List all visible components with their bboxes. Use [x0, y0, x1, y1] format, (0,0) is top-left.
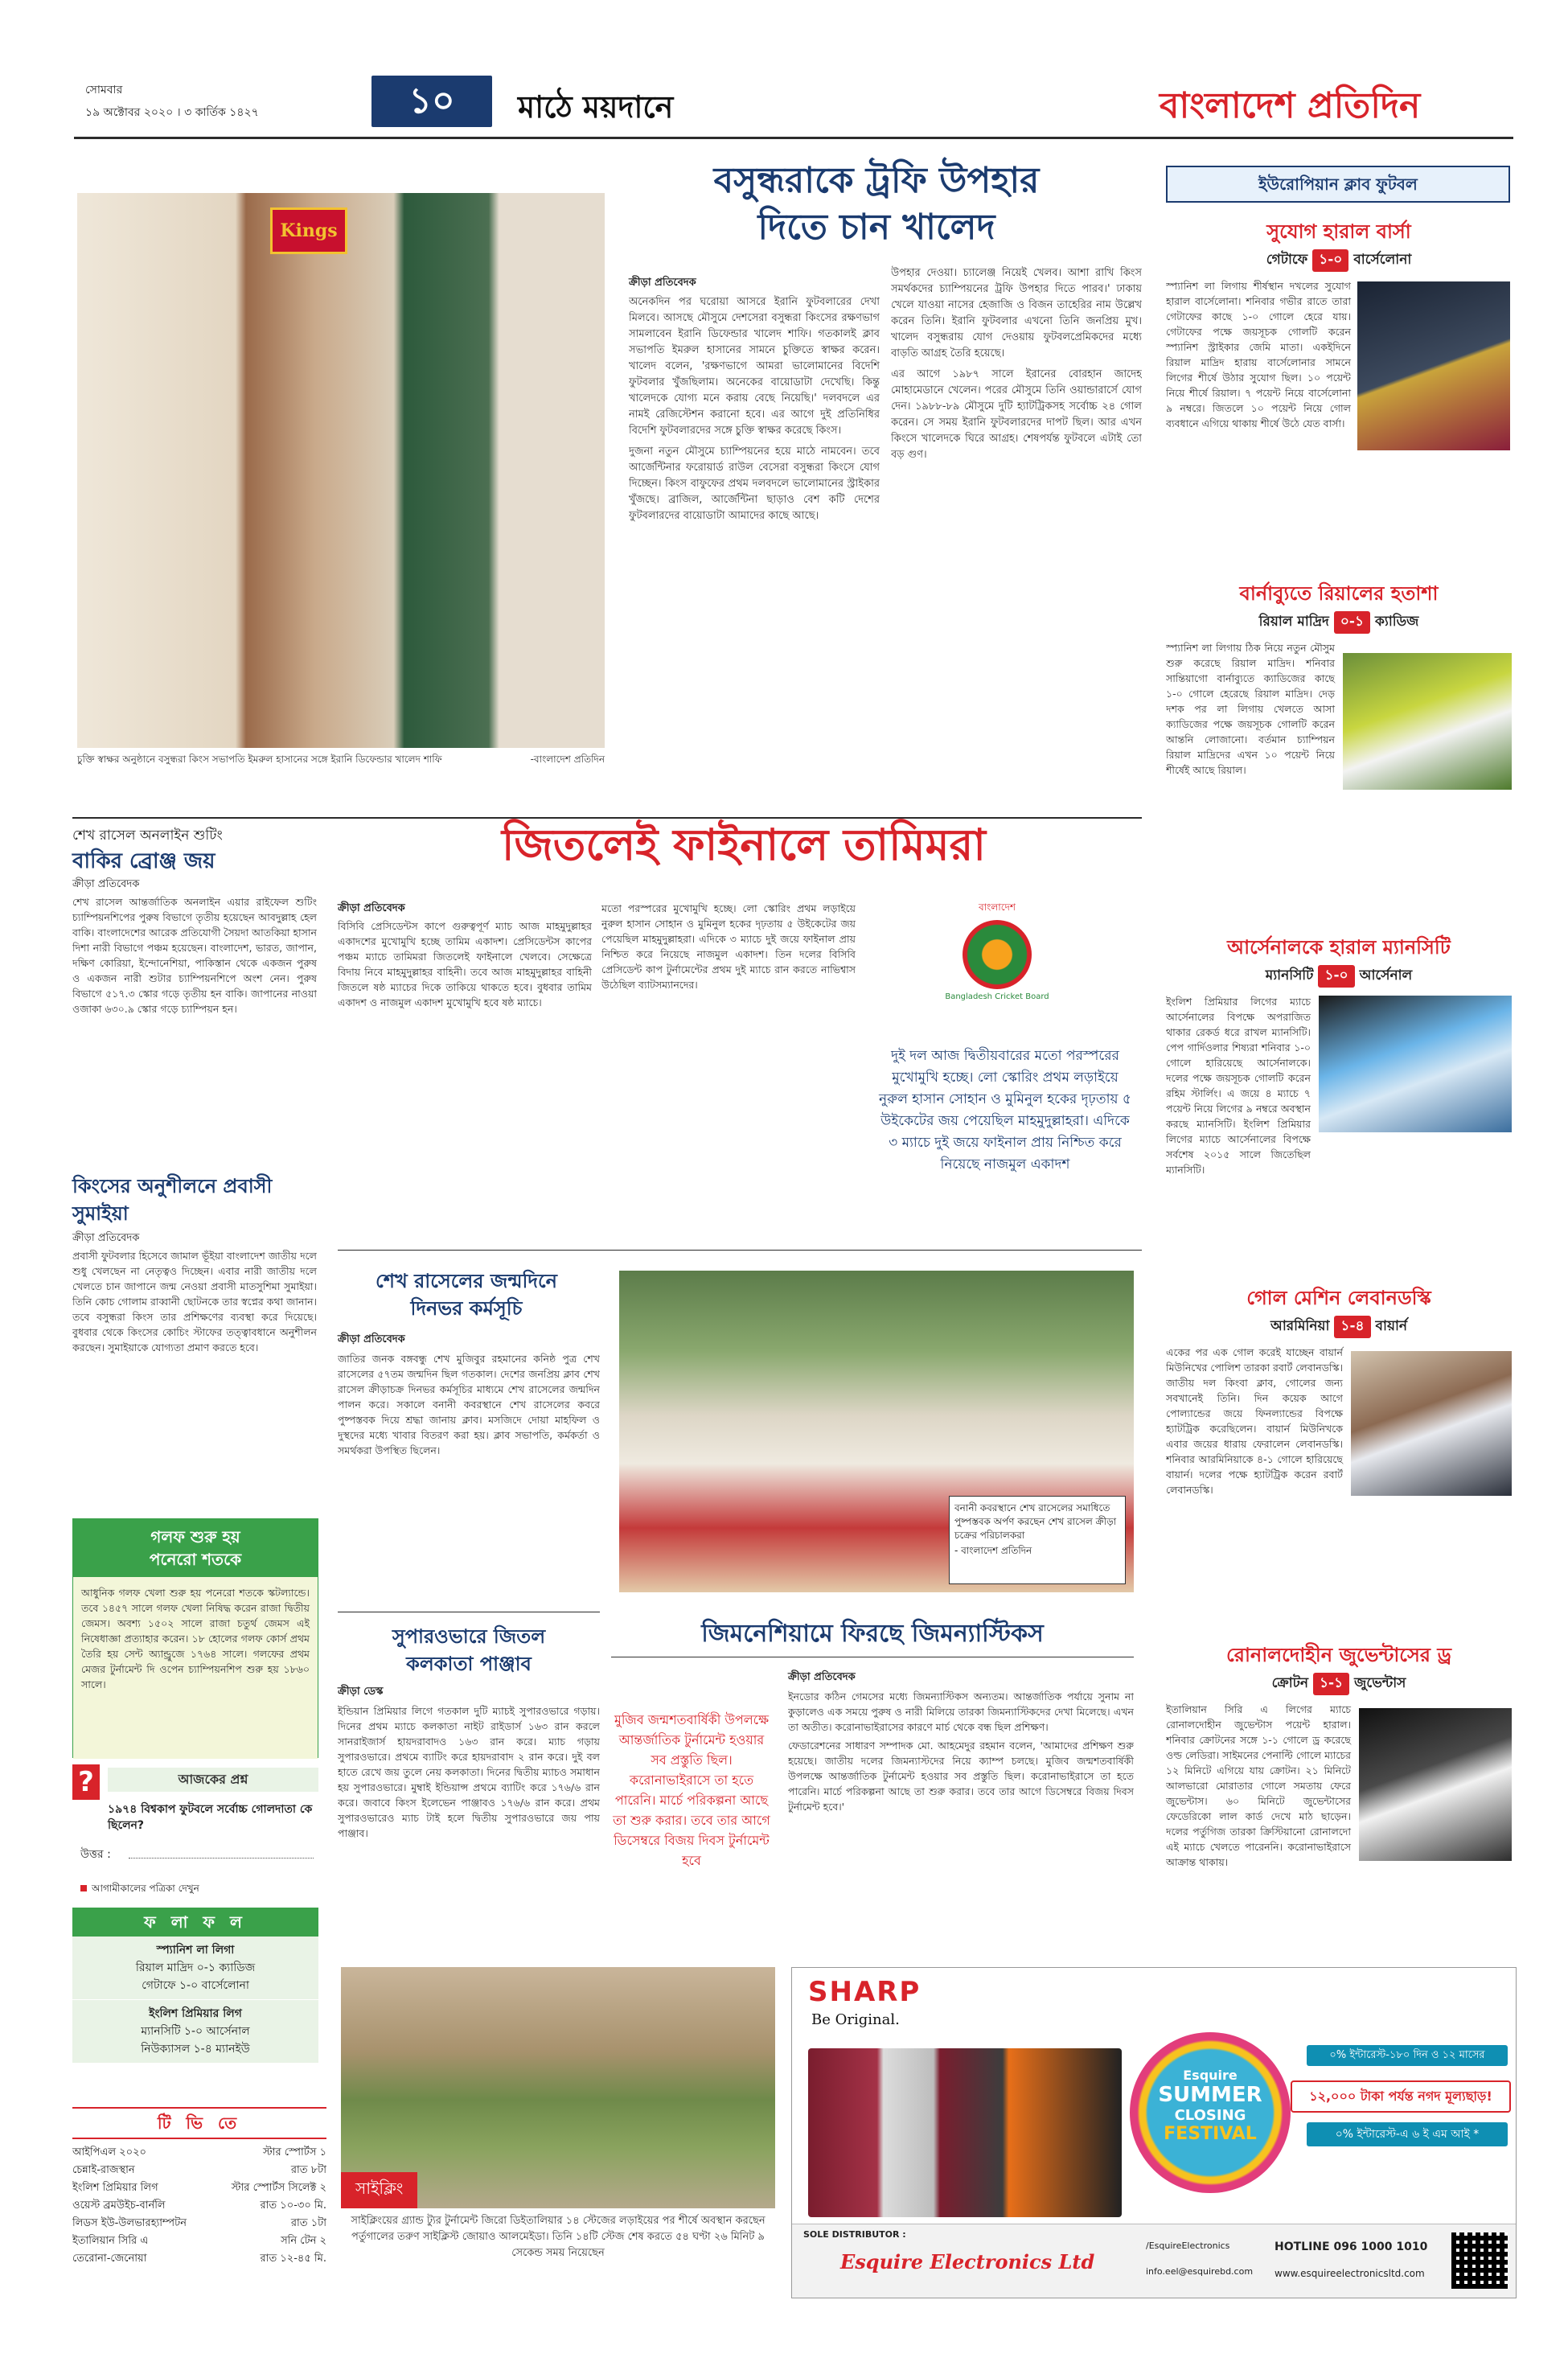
europe-photo: [1319, 996, 1512, 1132]
russel-top-rule: [338, 1250, 1142, 1251]
ad-offer-1: ০% ইন্টারেস্ট-১৮০ দিন ও ১২ মাসের: [1307, 2045, 1508, 2066]
ipl-headline: [338, 1623, 600, 1678]
quiz-note: [80, 1882, 199, 1898]
header-divider: [74, 137, 1513, 139]
europe-item-title: আর্সেনালকে হারাল ম্যানসিটি: [1227, 935, 1451, 959]
russel-headline-line1: শেখ রাসেলের জন্মদিনে: [376, 1269, 557, 1292]
russel-caption-text: বনানী কবরস্থানে শেখ রাসেলের সমাধিতে পুষ্পস্তবক অর্পণ করছেন শেখ রাসেল ক্রীড়া চক্রের পরিচালকরা: [954, 1502, 1117, 1541]
quiz-icon: ?: [72, 1764, 100, 1800]
festival-line1: Esquire: [1183, 2068, 1238, 2083]
cycling-photo: [341, 1967, 775, 2208]
tv-title: টি ভি তে: [72, 2107, 326, 2139]
lead-headline: [627, 158, 1126, 251]
tv-row-right: রাত ৮টা: [290, 2164, 326, 2176]
europe-item-body: স্প্যানিশ লা লিগায় ঠিক নিয়ে নতুন মৌসুম শুরু করেছে রিয়াল মাদ্রিদ। শনিবার সান্তিয়াগো বার্নাব্যুতে ক্যাডিজের কাছে ১-০ গোলে হেরেছে রিয়াল মাদ্রিদ। দেড় দশক পর লা লিগায় খেলতে আসা ক্যাডিজের পক্ষে জয়সূচক গোলটি করেন আন্তনি লোজানো। বর্তমান চ্যাম্পিয়ন রিয়াল মাদ্রিদের এখন ১০ পয়েন্ট নিয়ে শীর্ষেই আছে রিয়াল।: [1166, 642, 1335, 776]
tv-row-left: লিডস ইউ-উলভারহ্যাম্পটন: [72, 2217, 187, 2229]
bcb-logo-top: বাংলাদেশ: [979, 902, 1016, 913]
europe-section-label: [1166, 166, 1510, 203]
quiz-answer-label: উত্তর :: [80, 1848, 111, 1861]
lead-para: এর আগে ১৯৮৭ সালে ইরানের বোরহান জাদেহ মোহামেডানে খেলেন। পরের মৌসুমে তিনি ওয়ান্ডারার্সে যোগ দেন। ১৯৮৮-৮৯ মৌসুমে দুটি হ্যাটট্রিকসহ সর্বোচ্চ ২৪ গোল করেন। সে সময় ইরানি ফুটবলারদের দাপট ছিল। আর এখন কিংসে খালেদকে ঘিরে আগ্রহ। শেষপর্যন্ত ফুটবলে এটাই তো বড় গুণ।: [891, 368, 1142, 461]
tv-row: [72, 2197, 326, 2215]
golf-title: [73, 1519, 318, 1577]
away-team: বায়ার্ন: [1375, 1318, 1408, 1334]
caption-text: চুক্তি স্বাক্ষর অনুষ্ঠানে বসুন্ধরা কিংস সভাপতি ইমরুল হাসানের সঙ্গে ইরানি ডিফেন্ডার খালেদ শাফি: [77, 754, 442, 765]
tv-row: [72, 2162, 326, 2179]
gym-col1: [788, 1689, 1134, 1943]
section-title: মাঠে ময়দানে: [518, 88, 674, 125]
results-group: [72, 1937, 318, 1999]
europe-item-body: ইংলিশ প্রিমিয়ার লিগের ম্যাচে আর্সেনালের বিপক্ষে অপরাজিত থাকার রেকর্ড ধরে রাখল ম্যানসিটি। পেপ গার্দিওলার শিষ্যরা শনিবার ১-০ গোলে হারিয়েছে আর্সেনালকে। দলের পক্ষে জয়সূচক গোলটি করেন রহিম স্টার্লিং। এ জয়ে ৪ ম্যাচে ৭ পয়েন্ট নিয়ে লিগের ৯ নম্বরে অবস্থান করছে ম্যানসিটি। ইংলিশ প্রিমিয়ার লিগের ম্যাচে আর্সেনালের বিপক্ষে সর্বশেষ ২০১৫ সালে জিতেছিল ম্যানসিটি।: [1166, 996, 1311, 1176]
europe-item: [1166, 1641, 1512, 1978]
europe-photo: [1351, 1351, 1512, 1496]
masthead: [74, 74, 1513, 138]
bcb-logo-bottom: Bangladesh Cricket Board: [945, 992, 1049, 1001]
tv-row: [72, 2144, 326, 2162]
tamim-byline: ক্রীড়া প্রতিবেদক: [338, 902, 405, 914]
europe-score-line: [1166, 1673, 1512, 1695]
tv-row-right: স্টার স্পোর্টস ১: [262, 2146, 326, 2158]
shooting-byline: ক্রীড়া প্রতিবেদক: [72, 878, 140, 890]
quiz-answer-line: [129, 1858, 314, 1859]
ad-hotline: HOTLINE 096 1000 1010: [1275, 2241, 1428, 2253]
tv-row-left: আইপিএল ২০২০: [72, 2146, 146, 2158]
tv-row: [72, 2232, 326, 2250]
lead-headline-line2: দিতে চান খালেদ: [757, 207, 995, 248]
tamim-col2: মতো পরস্পরের মুখোমুখি হচ্ছে। লো স্কোরিং প্রথম লড়াইয়ে নুরুল হাসান সোহান ও মুমিনুল হকের দৃঢ়তায় ৫ উইকেটের জয় পেয়েছিল মাহমুদুল্লাহরা। এদিকে ৩ ম্যাচে দুই জয়ে ফাইনাল প্রায় নিশ্চিত করে নিয়েছে নাজমুল একাদশ। তিন দলের বিসিবি প্রেসিডেন্ট কাপ টুর্নামেন্টের প্রথম দুই ম্যাচে রান করতে নাভিশ্বাস উঠেছিল ব্যাটসম্যানদের।: [601, 902, 856, 991]
home-team: রিয়াল মাদ্রিদ: [1258, 614, 1329, 630]
russel-photo-caption: [949, 1496, 1126, 1584]
tv-row-left: ওয়েস্ট ব্রমউইচ-বার্নলি: [72, 2199, 166, 2212]
europe-item: [1166, 579, 1512, 917]
results-line: ম্যানসিটি ১-০ আর্সেনাল: [141, 2025, 250, 2038]
lead-headline-line1: বসুন্ধরাকে ট্রফি উপহার: [713, 160, 1040, 201]
quiz-box: [72, 1764, 318, 1901]
home-team: আরমিনিয়া: [1270, 1318, 1330, 1334]
kings-practice-byline: ক্রীড়া প্রতিবেদক: [72, 1232, 140, 1244]
lead-byline: ক্রীড়া প্রতিবেদক: [629, 277, 696, 289]
ad-email: info.eel@esquirebd.com: [1146, 2266, 1254, 2277]
tv-row-left: ইংলিশ প্রিমিয়ার লিগ: [72, 2182, 158, 2194]
europe-item-title: বার্নাব্যুতে রিয়ালের হতাশা: [1239, 581, 1439, 605]
europe-score-line: [1166, 611, 1512, 634]
ad-products: [808, 2048, 1122, 2217]
bcb-logo: [925, 901, 1069, 1021]
golf-box: [72, 1518, 318, 1758]
home-team: ক্রোটন: [1271, 1675, 1309, 1691]
date-full: ১৯ অক্টোবর ২০২০ । ৩ কার্তিক ১৪২৭: [85, 106, 259, 119]
lead-para: দুজনা নতুন মৌসুমে চ্যাম্পিয়নের হয়ে মাঠে নামবেন। তবে আর্জেন্টিনার ফরোয়ার্ড রাউল বেসেরা বসুন্ধরা কিংসে যোগ দিচ্ছেন। কিংস বাফুফের প্রথম দলবদলে ভালোমানের স্ট্রাইকার খুঁজছে। ব্রাজিল, আর্জেন্টিনা ছাড়াও বেশ কটি দেশের ফুটবলারদের বায়োডাটা আমাদের কাছে আছে।: [629, 446, 880, 522]
score-badge: ১-৪: [1334, 1316, 1370, 1338]
away-team: ক্যাডিজ: [1375, 614, 1419, 630]
quiz-question: ১৯৭৪ বিশ্বকাপ ফুটবলে সর্বোচ্চ গোলদাতা কে ছিলেন?: [108, 1803, 313, 1832]
results-league: ইংলিশ প্রিমিয়ার লিগ: [149, 2007, 242, 2020]
europe-item: [1166, 1284, 1512, 1629]
kings-logo: Kings: [270, 207, 347, 254]
europe-item-body: স্প্যানিশ লা লিগায় শীর্ষস্থান দখলের সুযোগ হারাল বার্সেলোনা। শনিবার গভীর রাতে তারা গেটাফের কাছে ১-০ গোলে হেরে যায়। গেটাফের পক্ষে জয়সূচক গোলটি করেন স্প্যানিশ স্ট্রাইকার জেমি মাতা। একইদিনে রিয়াল মাদ্রিদ হারায় বার্সেলোনার সামনে লিগের শীর্ষে উঠার সুযোগ ছিল। ১০ পয়েন্ট নিয়ে শীর্ষে রিয়াল। ৭ পয়েন্ট নিয়ে বার্সেলোনা ৯ নম্বরে। জিতলে ১০ পয়েন্ট নিয়ে গোল ব্যবধানে এগিয়ে থাকায় শীর্ষে উঠে যেত বার্সা।: [1166, 280, 1351, 429]
quiz-note-text: আগামীকালের পত্রিকা দেখুন: [92, 1883, 199, 1894]
qr-code-icon: [1451, 2232, 1508, 2289]
distributor-name: Esquire Electronics Ltd: [840, 2250, 1095, 2273]
gym-callout: মুজিব জন্মশতবার্ষিকী উপলক্ষে আন্তর্জাতিক টুর্নামেন্ট হওয়ার সব প্রস্তুতি ছিল। করোনাভাইরাসে তা হতে পারেনি। মার্চে পরিকল্পনা আছে তা শুরু করার। তবে তার আগে ডিসেম্বরে বিজয় দিবস টুর্নামেন্ট হবে: [613, 1712, 770, 1868]
russel-headline-line2: দিনভর কর্মসূচি: [410, 1296, 523, 1320]
ad-facebook: /EsquireElectronics: [1146, 2241, 1230, 2251]
tv-box: [72, 2107, 326, 2348]
golf-title-line1: গলফ শুরু হয়: [150, 1527, 240, 1546]
score-badge: ১-০: [1312, 249, 1348, 272]
lead-photo-caption: [77, 753, 605, 769]
kings-practice-body: প্রবাসী ফুটবলার হিসেবে জামাল ভূঁইয়া বাংলাদেশ জাতীয় দলে শুধু খেলছেন না নেতৃত্বও দিচ্ছেন। এবার নারী জাতীয় দলে খেলতে চান জাপানে জন্ম নেওয়া প্রবাসী মাতসুশিমা সুমাইয়া। তিনি কোচ গোলাম রাব্বানী ছোটনকে তার স্বপ্নের কথা জানান। তবে বসুন্ধরা কিংস তার প্রশিক্ষণের ব্যবস্থা করে দিয়েছে। বুধবার থেকে কিংসের কোচিং স্টাফের তত্ত্বাবধানে অনুশীলন করছেন। সুমাইয়াকে যোগ্যতা প্রমাণ করতে হবে।: [72, 1250, 317, 1353]
tv-row-right: সনি টেন ২: [281, 2235, 326, 2247]
russel-photo: [619, 1271, 1134, 1592]
tamim-pullquote: দুই দল আজ দ্বিতীয়বারের মতো পরস্পরের মুখোমুখি হচ্ছে। লো স্কোরিং প্রথম লড়াইয়ে নুরুল হাসান সোহান ও মুমিনুল হকের দৃঢ়তায় ৫ উইকেটের জয় পেয়েছিল মাহমুদুল্লাহরা। এদিকে ৩ ম্যাচে দুই জয়ে ফাইনাল প্রায় নিশ্চিত করে নিয়েছে নাজমুল একাদশ: [879, 1048, 1131, 1173]
festival-badge: [1130, 2032, 1291, 2193]
sharp-tagline: Be Original.: [811, 2011, 900, 2028]
golf-title-line2: পনেরো শতকে: [149, 1550, 242, 1569]
gym-para: ফেডারেশনের সাধারণ সম্পাদক মো. আহমেদুর রহমান বলেন, 'আমাদের প্রশিক্ষণ শুরু হয়েছে। জাতীয় দলের জিমন্যাস্টদের নিয়ে ক্যাম্প চলছে। মুজিব জন্মশতবার্ষিকী উপলক্ষে আন্তর্জাতিক টুর্নামেন্ট হওয়ার সব প্রস্তুতি ছিল। করোনাভাইরাসে তা হতে পারেনি। মার্চে পরিকল্পনা আছে তা শুরু করার। তবে তার আগে ডিসেম্বরে বিজয় দিবস টুর্নামেন্ট হবে।': [788, 1739, 1134, 1813]
tv-row-right: রাত ১০-৩০ মি.: [260, 2199, 326, 2212]
tv-row: [72, 2250, 326, 2268]
europe-item: [1166, 933, 1512, 1279]
tv-rows: [72, 2144, 326, 2268]
score-badge: ১-১: [1313, 1673, 1349, 1695]
lead-col1: [629, 294, 880, 809]
ad-box: [791, 1967, 1517, 2298]
tv-row-right: রাত ১২-৪৫ মি.: [260, 2253, 326, 2265]
shooting-headline: বাকির ব্রোঞ্জ জয়: [72, 849, 215, 873]
tv-row: [72, 2179, 326, 2197]
ad-distributor-bar: [792, 2224, 1516, 2298]
europe-score-line: [1166, 965, 1512, 988]
golf-body: আধুনিক গলফ খেলা শুরু হয় পনেরো শতকে স্কটল্যান্ডে। তবে ১৪৫৭ সালে গলফ খেলা নিষিদ্ধ করেন রাজা দ্বিতীয় জেমস। অবশ্য ১৫০২ সালে রাজা চতুর্থ জেমস এই নিষেধাজ্ঞা প্রত্যাহার করেন। ১৮ হোলের গলফ কোর্স প্রথম তৈরি হয় সেন্ট অ্যান্ড্রুজে ১৭৬৪ সালে। গলফের প্রথম মেজর টুর্নামেন্ট দি ওপেন চ্যাম্পিয়নশিপ শুরু হয় ১৮৬০ সালে।: [73, 1577, 318, 1759]
quiz-title: আজকের প্রশ্ন: [108, 1768, 318, 1792]
lead-col2: [891, 265, 1142, 809]
home-team: ম্যানসিটি: [1265, 967, 1314, 984]
europe-photo: [1357, 281, 1510, 450]
away-team: আর্সেনাল: [1359, 967, 1413, 984]
results-box: [72, 1908, 318, 2101]
europe-item-body: একের পর এক গোল করেই যাচ্ছেন বায়ার্ন মিউনিখের পোলিশ তারকা রবার্ট লেবানডস্কি। জাতীয় দল কিংবা ক্লাব, গোলের জন্য সবখানেই তিনি। দিন কয়েক আগে পোল্যান্ডের জয়ে ফিনল্যান্ডের বিপক্ষে হ্যাটট্রিক করেছিলেন। বায়ার্ন মিউনিখকে এবার জয়ের ধারায় ফেরালেন লেবানডস্কি। শনিবার আরমিনিয়াকে ৪-১ গোলে হারিয়েছে বায়ার্ন। দলের পক্ষে হ্যাটট্রিক করেন রবার্ট লেবানডস্কি।: [1166, 1346, 1343, 1496]
results-title: ফ লা ফ ল: [72, 1908, 318, 1937]
shooting-kicker: শেখ রাসেল অনলাইন শুটিং: [72, 828, 223, 844]
ad-offer-3: ০% ইন্টারেস্ট-এ ৬ ই এম আই *: [1307, 2122, 1508, 2146]
sharp-brand: SHARP: [808, 1976, 922, 2008]
results-league: স্প্যানিশ লা লিগা: [156, 1944, 235, 1957]
gym-headline: জিমনেশিয়ামে ফিরছে জিমন্যাস্টিকস: [611, 1616, 1134, 1657]
tv-row-left: চেন্নাই-রাজস্থান: [72, 2164, 135, 2176]
festival-line2: SUMMER: [1158, 2083, 1262, 2107]
home-team: গেটাফে: [1266, 252, 1308, 268]
tv-row-left: তেরোনা-জেনোয়া: [72, 2253, 147, 2265]
ipl-body: ইন্ডিয়ান প্রিমিয়ার লিগে গতকাল দুটি ম্যাচই সুপারওভারে গড়ায়। দিনের প্রথম ম্যাচে কলকাতা নাইট রাইডার্স ১৬৩ রান করলে সানরাইজার্স হায়দরাবাদও ১৬৩ রান করে। ম্যাচ গড়ায় সুপারওভারে। প্রথমে ব্যাটিং করে হায়দরাবাদ ২ রান করে। দুই বল হাতে রেখে জয় তুলে নেয় কলকাতা। দিনের দ্বিতীয় ম্যাচও সমাধান হয় সুপারওভারে। মুম্বাই ইন্ডিয়ান্স প্রথমে ব্যাটিং করে ১৭৬/৬ রান করে। জবাবে কিংস ইলেভেন পাঞ্জাবও ১৭৬/৬ রান করে। প্রথম সুপারওভারেও ম্যাচ টাই হলে দ্বিতীয় সুপারওভারে জয় পায় পাঞ্জাব।: [338, 1705, 600, 1839]
kings-practice-headline: কিংসের অনুশীলনে প্রবাসী সুমাইয়া: [72, 1174, 273, 1225]
lead-photo: [77, 193, 605, 748]
ipl-headline-line2: কলকাতা পাঞ্জাব: [406, 1652, 532, 1675]
russel-headline: [338, 1267, 595, 1322]
brand-logo: বাংলাদেশ প্রতিদিন: [1160, 85, 1421, 126]
results-group: [72, 1999, 318, 2063]
gym-byline: ক্রীড়া প্রতিবেদক: [788, 1671, 856, 1683]
tv-row-left: ইতালিয়ান সিরি এ: [72, 2235, 149, 2247]
europe-item-body: ইতালিয়ান সিরি এ লিগের ম্যাচে রোনালদোহীন জুভেন্টাস পয়েন্ট হারাল। শনিবার ক্রোটনের সঙ্গে ১-১ গোলে ড্র করেছে ওল্ড লেডিরা। সাইমনের পেনাল্টি গোলে ম্যাচের ১২ মিনিটে এগিয়ে যায় ক্রোটন। ২১ মিনিটে আলভারো মোরাতার গোলে সমতায় ফেরে জুভেন্টাস। ৬০ মিনিটে জুভেন্টাসের ফেডেরিকো লাল কার্ড দেখে মাঠ ছাড়েন। দলের পর্তুগিজ তারকা ক্রিস্টিয়ানো রোনালদো এই ম্যাচে খেলতে পারেননি। করোনাভাইরাসে আক্রান্ত থাকায়।: [1166, 1703, 1351, 1868]
caption-credit: -বাংলাদেশ প্রতিদিন: [530, 754, 605, 765]
quiz-note-bullet: [80, 1885, 87, 1891]
ipl-headline-line1: সুপারওভারে জিতল: [392, 1624, 546, 1648]
europe-score-line: [1166, 249, 1512, 272]
shooting-body: শেখ রাসেল আন্তর্জাতিক অনলাইন এয়ার রাইফেল শুটিং চ্যাম্পিয়নশিপের পুরুষ বিভাগে তৃতীয় হয়েছেন আবদুল্লাহ হেল বাকি। বাংলাদেশের আরেক প্রতিযোগী সৈয়দা আতকিয়া হাসান দিশা নারী বিভাগে পঞ্চম হয়েছেন। বাংলাদেশ, ভারত, জাপান, দক্ষিণ কোরিয়া, ইন্দোনেশিয়া, পাকিস্তান থেকে একজন পুরুষ ও একজন নারী শুটার চ্যাম্পিয়নশিপে অংশ নেন। পুরুষ বিভাগে ৫১৭.৩ স্কোর গড়ে তৃতীয় হন বাকি। জাপানের নাওয়া ওজাকা ৬৩০.৯ স্কোর গড়ে চ্যাম্পিয়ন হন।: [72, 896, 317, 1015]
cycling-caption: সাইক্লিংয়ের গ্র্যান্ড ট্যুর টুর্নামেন্ট জিরো ডিইতালিয়ার ১৪ স্টেজের লড়াইয়ের পর শীর্ষে অবস্থান করছেন পর্তুগালের তরুণ সাইক্লিস্ট জোয়াও আলমেইডা। তিনি ১৪টি স্টেজ শেষ করতে ৫৪ ঘণ্টা ২৬ মিনিট ৯ সেকেন্ড সময় নিয়েছেন: [351, 2215, 766, 2259]
festival-line4: FESTIVAL: [1164, 2124, 1257, 2144]
ad-offer-2: ১২,০০০ টাকা পর্যন্ত নগদ মূল্যছাড়!: [1291, 2080, 1511, 2113]
page-number: ১০: [371, 76, 492, 127]
europe-item: [1166, 217, 1512, 571]
europe-score-line: [1166, 1316, 1512, 1338]
tv-row-right: স্টার স্পোর্টস সিলেক্ট ২: [231, 2182, 326, 2194]
lead-para: উপহার দেওয়া। চ্যালেঞ্জ নিয়েই খেলব। আশা রাখি কিংস সমর্থকদের চ্যাম্পিয়নের ট্রফি উপহার দিতে পারব।' ঢাকায় খেলে যাওয়া নাসের হেজাজি ও বিজন তাহেরির নাম উল্লেখ করেন তিনি। ইরানি ফুটবলার এখনো তিনি জনপ্রিয় মুখ। খালেদ বসুন্ধরায় যোগ দেওয়ায় ফুটবলপ্রেমিকদের মধ্যে বাড়তি আগ্রহ তৈরি হয়েছে।: [891, 267, 1142, 359]
europe-item-title: গোল মেশিন লেবানডস্কি: [1246, 1286, 1431, 1309]
tiger-icon: [963, 920, 1032, 989]
lead-para: অনেকদিন পর ঘরোয়া আসরে ইরানি ফুটবলারের দেখা মিলবে। আসছে মৌসুমে দেশসেরা বসুন্ধরা কিংসের রক্ষণভাগ সামলাবেন ইরানি ডিফেন্ডার খালেদ শাফি। গতকালই ক্লাব সভাপতি ইমরুল হাসানের সামনে চুক্তিতে স্বাক্ষর করেন। খালেদ বলেন, 'রক্ষণভাগে আমরা ভালোমানের বিদেশি ফুটবলার খুঁজছিলাম। অনেকের বায়োডাটা দেখেছি। কিন্তু খালেদকে যোগ্য মনে করায় বেছে নিয়েছি।' দলবদলে এর নামই রেজিস্টেশন করানো হবে। এর আগে দুই প্রতিনিধির বিদেশি ফুটবলারদের সঙ্গে চুক্তি স্বাক্ষর করেছে কিংস।: [629, 296, 880, 437]
festival-line3: CLOSING: [1174, 2107, 1246, 2124]
tamim-col1: বিসিবি প্রেসিডেন্টস কাপে গুরুত্বপূর্ণ ম্যাচ আজ মাহমুদুল্লাহর একাদশের মুখোমুখি হচ্ছে তামিম একাদশ। প্রেসিডেন্টস কাপের পঞ্চম ম্যাচে তামিমরা জিতলেই ফাইনালে খেলবে। সেক্ষেত্রে বিদায় নিবে মাহমুদুল্লাহর বাহিনী। তবে আজ মাহমুদুল্লাহর বাহিনী জিতলে ষষ্ঠ ম্যাচের দিকে তাকিয়ে থাকতে হবে। বুধবার তামিম একাদশ ও নাজমুল একাদশ মুখোমুখি হবে ষষ্ঠ ম্যাচে।: [338, 920, 592, 1008]
ad-website: www.esquireelectronicsltd.com: [1275, 2268, 1425, 2279]
russel-caption-credit: - বাংলাদেশ প্রতিদিন: [954, 1545, 1032, 1556]
score-badge: ০-১: [1334, 611, 1370, 634]
results-line: রিয়াল মাদ্রিদ ০-১ ক্যাডিজ: [135, 1961, 256, 1974]
results-line: গেটাফে ১-০ বার্সেলোনা: [142, 1979, 249, 1992]
tv-row-right: রাত ১টা: [290, 2217, 326, 2229]
russel-byline: ক্রীড়া প্রতিবেদক: [338, 1333, 405, 1345]
ipl-byline: ক্রীড়া ডেস্ক: [338, 1686, 384, 1698]
tamim-headline: জিতলেই ফাইনালে তামিমরা: [502, 819, 986, 870]
results-line: নিউক্যাসল ১-৪ ম্যানইউ: [141, 2043, 250, 2056]
tv-row: [72, 2215, 326, 2232]
date-day: সোমবার: [85, 84, 123, 97]
europe-photo: [1343, 653, 1512, 790]
russel-body: জাতির জনক বঙ্গবন্ধু শেখ মুজিবুর রহমানের কনিষ্ঠ পুত্র শেখ রাসেলের ৫৭তম জন্মদিন ছিল গতকাল। দেশের জনপ্রিয় ক্লাব শেখ রাসেল ক্রীড়াচক্র দিনভর কর্মসূচির মাধ্যমে শেখ রাসেলের জন্মদিন পালন করে। সকালে বনানী কবরস্থানে শেখ রাসেলের কবরে পুষ্পস্তবক দিয়ে শ্রদ্ধা জানায় ক্লাব। মসজিদে দোয়া মাহফিল ও দুস্থদের মধ্যে খাবার বিতরণ করা হয়। ক্লাব সভাপতি, কর্মকর্তা ও সমর্থকরা উপস্থিত ছিলেন।: [338, 1353, 600, 1456]
distributor-label: SOLE DISTRIBUTOR :: [803, 2229, 906, 2240]
europe-item-title: সুযোগ হারাল বার্সা: [1266, 220, 1411, 243]
away-team: জুভেন্টাস: [1354, 1675, 1406, 1691]
score-badge: ১-০: [1318, 965, 1354, 988]
away-team: বার্সেলোনা: [1353, 252, 1412, 268]
europe-label-text: ইউরোপিয়ান ক্লাব ফুটবল: [1258, 175, 1418, 194]
europe-item-title: রোনালদোহীন জুভেন্টাসের ড্র: [1226, 1643, 1451, 1666]
gym-para: ইনডোর কঠিন গেমসের মধ্যে জিমন্যাস্টিকস অন্যতম। আন্তর্জাতিক পর্যায়ে সুনাম না কুড়ালেও এক সময়ে পুরুষ ও নারী মিলিয়ে তারকা জিমন্যাস্টিকদের দেখা মিলেছে। এখন তা অতীত। করোনাভাইরাসের কারণে মার্চ থেকে বন্ধ ছিল প্রশিক্ষণ।: [788, 1690, 1134, 1733]
cycling-tag: সাইক্লিং: [341, 2172, 417, 2208]
europe-photo: [1359, 1708, 1512, 1861]
